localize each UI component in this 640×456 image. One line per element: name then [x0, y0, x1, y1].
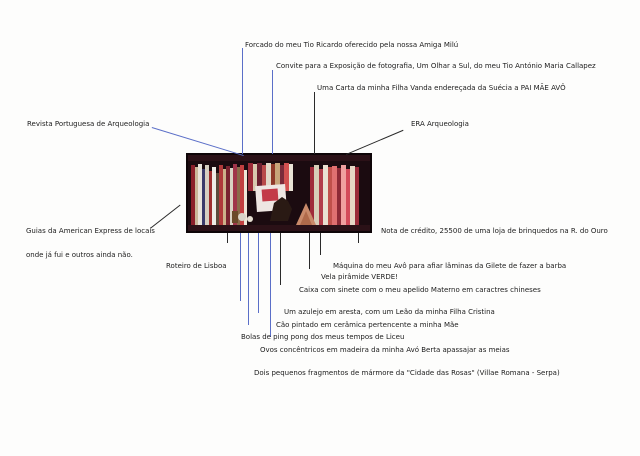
label-guias-line1: Guias da American Express de locais [26, 227, 155, 235]
label-guias-line2: onde já fui e outros ainda não. [26, 251, 133, 259]
leader-line-caixa [280, 233, 281, 285]
leader-line-vela [309, 233, 310, 269]
leader-line-forcado [242, 48, 243, 154]
label-azulejo: Um azulejo em aresta, com um Leão da minha Filha Cristina [284, 308, 495, 316]
leader-line-guias [150, 205, 181, 229]
leader-line-nota [358, 233, 359, 243]
leader-line-cao [258, 233, 259, 313]
label-nota: Nota de crédito, 25500 de uma loja de brinquedos na R. do Ouro [381, 227, 608, 235]
label-carta: Uma Carta da minha Filha Vanda endereçada da Suécia a PAI MÃE AVÔ [317, 84, 566, 92]
label-era: ERA Arqueologia [411, 120, 469, 128]
leader-line-roteiro [227, 233, 228, 243]
label-fragmentos: Dois pequenos fragmentos de mármore da "Cidade das Rosas" (Villae Romana - Serpa) [254, 369, 560, 377]
leader-line-convite [272, 70, 273, 154]
leader-line-maquina [320, 233, 321, 255]
leader-line-ovos [270, 233, 271, 337]
label-ovos: Ovos concêntricos em madeira da minha Avó Berta apassajar as meias [260, 346, 510, 354]
leader-line-revista [152, 127, 244, 156]
label-vela: Vela pirâmide VERDE! [321, 273, 398, 281]
label-maquina: Máquina do meu Avô para afiar lâminas da Gilete de fazer a barba [333, 262, 567, 270]
bookshelf-photo [186, 153, 372, 233]
leader-line-era [346, 130, 403, 155]
label-roteiro: Roteiro de Lisboa [166, 262, 227, 270]
leader-line-bolas [248, 233, 249, 325]
label-forcado: Forcado do meu Tio Ricardo oferecido pela nossa Amiga Milú [245, 41, 459, 49]
label-revista: Revista Portuguesa de Arqueologia [27, 120, 150, 128]
label-cao: Cão pintado em cerâmica pertencente a minha Mãe [276, 321, 459, 329]
label-bolas: Bolas de ping pong dos meus tempos de Liceu [241, 333, 405, 341]
bookshelf-photo-drawing [188, 155, 370, 231]
leader-line-azulejo [240, 233, 241, 301]
leader-line-carta [314, 92, 315, 154]
label-convite: Convite para a Exposição de fotografia, Um Olhar a Sul, do meu Tio António Maria Callapez [276, 62, 596, 70]
label-caixa: Caixa com sinete com o meu apelido Materno em caractres chineses [299, 286, 541, 294]
